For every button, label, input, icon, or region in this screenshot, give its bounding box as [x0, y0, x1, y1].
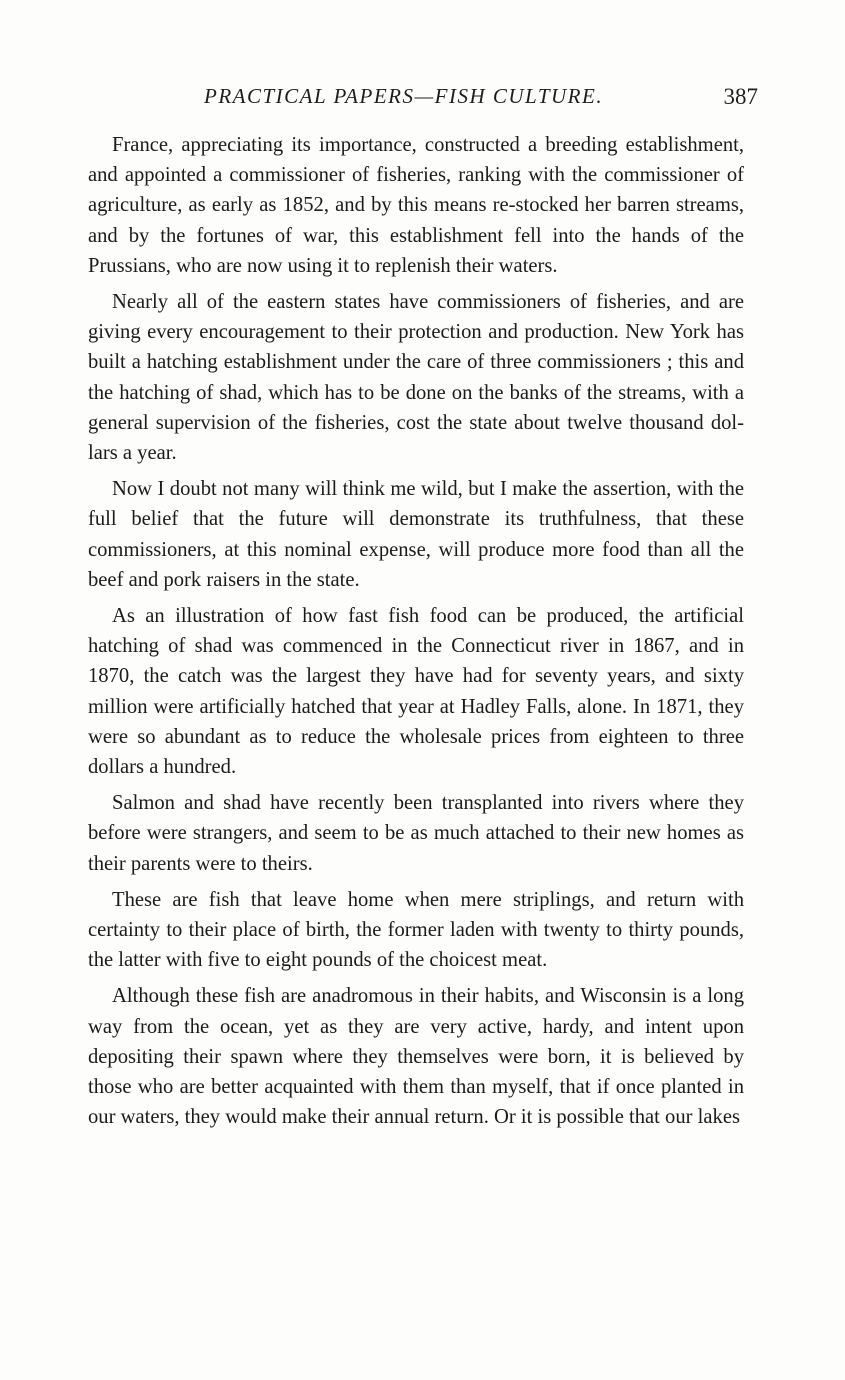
running-title: PRACTICAL PAPERS—FISH CULTURE.	[204, 84, 604, 108]
paragraph-striplings: These are fish that leave home when mere striplings, and return with certainty to their place of birth, the former laden with twenty to thirty pounds, the latter with five to eight pounds of the choicest meat.	[88, 888, 744, 972]
paragraph-eastern-states: Nearly all of the eastern states have commissioners of fisheries, and are giving every encouragement to their protection and production. New York has built a hatching establishment under the care of three commissioners ; this and the hatching of shad, which has to be done on the banks of the streams, with a general supervision of the fisheries, cost the state about twelve thousand dollars a year.	[88, 291, 744, 465]
paragraph-shad-illustration: As an illustration of how fast fish food can be produced, the artificial hatching of shad was commenced in the Connecticut river in 1867, and in 1870, the catch was the largest they have had for seventy years, and sixty million were artificially hatched that year at Hadley Falls, alone. In 1871, they were so abundant as to reduce the wholesale prices from eighteen to three dollars a hundred.	[88, 605, 744, 779]
running-head	[88, 84, 758, 114]
page-number: 387	[723, 84, 758, 109]
paragraph-assertion: Now I doubt not many will think me wild, but I make the assertion, with the full belief that the future will demonstrate its truthfulness, that these commissioners, at this nominal expense, will produce more food than all the beef and pork raisers in the state.	[88, 478, 744, 591]
paragraph-salmon-shad: Salmon and shad have recently been transplanted into rivers where they before were strangers, and seem to be as much attached to their new homes as their parents were to theirs.	[88, 792, 744, 875]
body-text	[88, 130, 744, 1139]
paragraph-france: France, appreciating its importance, constructed a breeding establishment, and appointed a commissioner of fisheries, ranking with the commissioner of agriculture, as early as 1852, and by this means re-stocked her barren streams, and by the fortunes of war, this establishment fell into the hands of the Prussians, who are now using it to replenish their waters.	[88, 134, 744, 277]
paragraph-anadromous: Although these fish are anadromous in their habits, and Wisconsin is a long way from the ocean, yet as they are very active, hardy, and intent upon depositing their spawn where they themselves were born, it is believed by those who are better acquainted with them than myself, that if once planted in our waters, they would make their annual return. Or it is possible that our lakes	[88, 985, 744, 1129]
